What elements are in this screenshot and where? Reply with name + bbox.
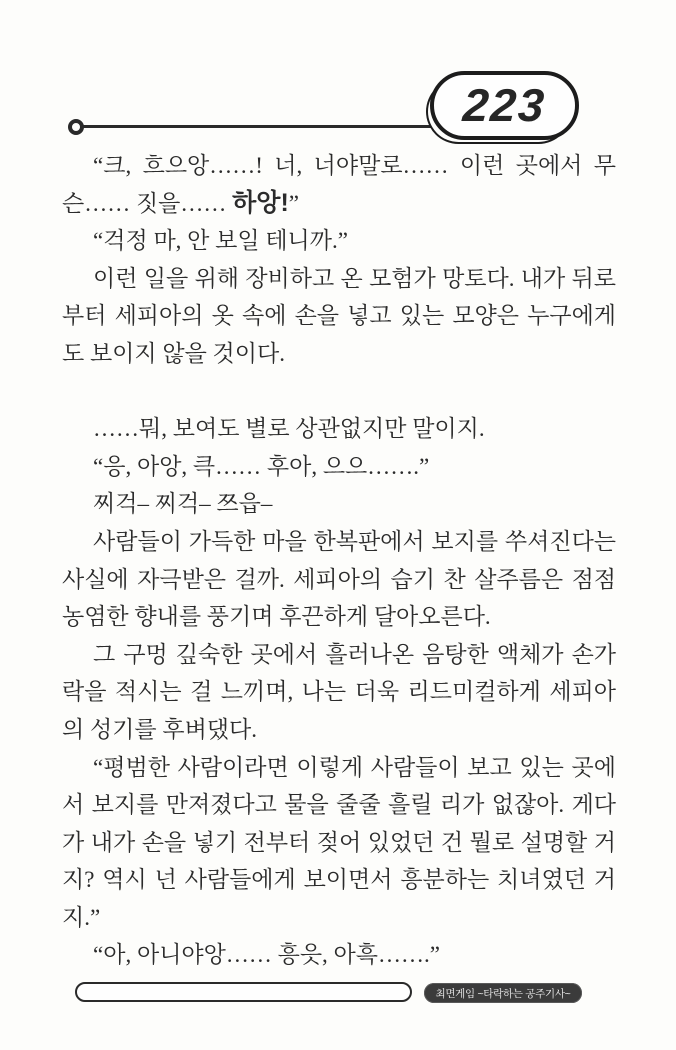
page-number: 223 [461,78,548,131]
paragraph-dialogue [62,936,616,974]
paragraph-spacer [62,373,616,411]
paragraph-dialogue [62,222,616,260]
book-title-badge [424,983,582,1003]
paragraph-dialogue [62,448,616,486]
emphasized-text: 하앙! [232,188,289,217]
header-rule-line [82,125,434,128]
text-segment: “응, 아앙, 큭…… 후아, 으으…….” [93,453,430,479]
text-segment: 찌걱– 찌걱– 쯔읍– [93,491,273,517]
body-text [62,147,616,974]
text-segment: 이런 일을 위해 장비하고 온 모험가 망토다. 내가 뒤로부터 세피아의 옷 속에 손을 넣고 있는 모양은 누구에게도 보이지 않을 것이다. [62,265,616,366]
text-segment: “평범한 사람이라면 이렇게 사람들이 보고 있는 곳에서 보지를 만져졌다고 물을 줄줄 흘릴 리가 없잖아. 게다가 내가 손을 넣기 전부터 젖어 있었던 건 뭘로 설명할 거지? 역시 넌 사람들에게 보이면서 흥분하는 치녀였던 거지.” [62,754,616,930]
paragraph-sfx [62,485,616,523]
page-number-badge [430,71,579,140]
text-segment: ” [288,190,300,216]
text-segment: 사람들이 가득한 마을 한복판에서 보지를 쑤셔진다는 사실에 자극받은 걸까. 세피아의 습기 찬 살주름은 점점 농염한 향내를 풍기며 후끈하게 달아오른다. [62,528,616,630]
footer-rule-pill [75,982,412,1002]
paragraph-narration [62,636,616,749]
book-title: 최면게임 ~타락하는 공주기사~ [435,987,571,1000]
paragraph-narration [62,410,616,448]
paragraph-narration [62,523,616,636]
text-segment: “아, 아니야앙…… 흥읏, 아흑…….” [93,942,440,968]
text-segment: “크, 흐으앙……! 너, 너야말로…… 이런 곳에서 무슨…… 짓을…… [62,153,616,216]
paragraph-narration [62,260,616,373]
paragraph-dialogue [62,147,616,222]
text-segment: ……뭐, 보여도 별로 상관없지만 말이지. [93,416,485,442]
text-segment: 그 구멍 깊숙한 곳에서 흘러나온 음탕한 액체가 손가락을 적시는 걸 느끼며, 나는 더욱 리드미컬하게 세피아의 성기를 후벼댔다. [62,641,616,742]
paragraph-dialogue [62,749,616,937]
text-segment: “걱정 마, 안 보일 테니까.” [93,228,348,254]
